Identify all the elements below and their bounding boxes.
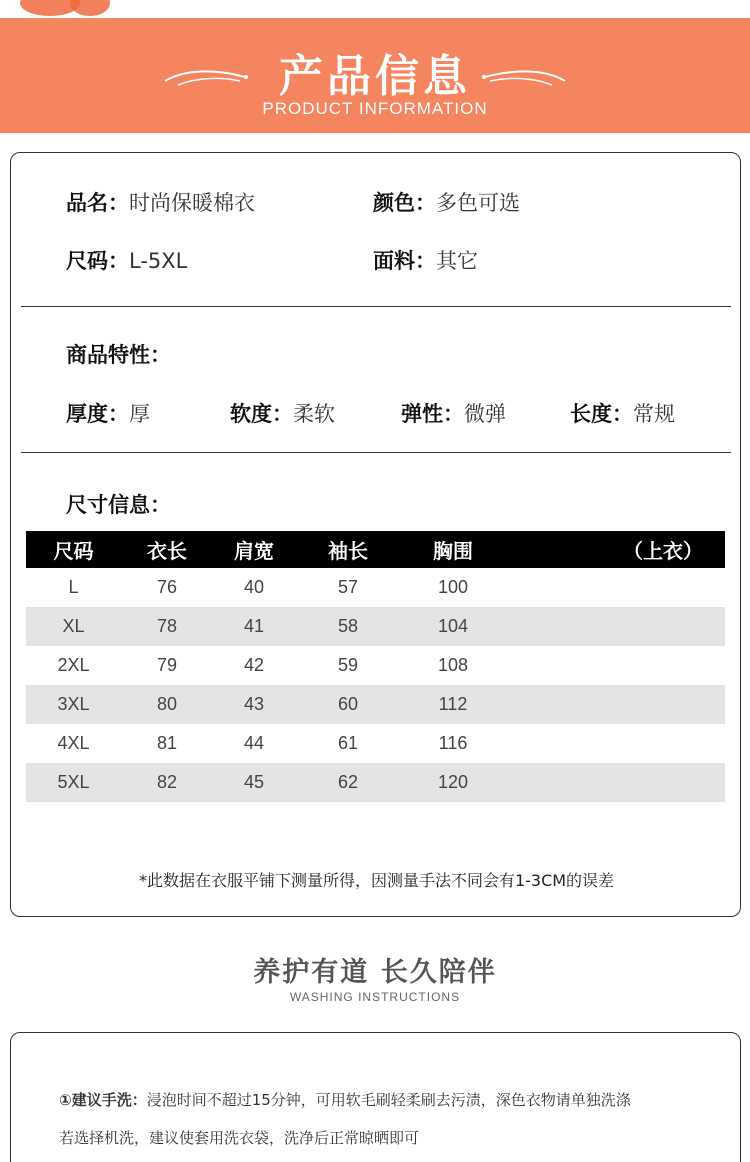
table-header-cell: 袖长 — [295, 531, 401, 568]
table-cell: 57 — [337, 577, 359, 597]
table-cell: 40 — [243, 577, 265, 597]
feature-label: 长度： — [570, 402, 633, 426]
table-cell: 45 — [213, 763, 295, 802]
swirl-right-icon — [480, 63, 570, 93]
measurement-note: *此数据在衣服平铺下测量所得，因测量手法不同会有1-3CM的误差 — [138, 871, 615, 890]
table-cell: 4XL — [57, 733, 90, 753]
feature-value: 柔软 — [293, 402, 335, 426]
divider — [21, 306, 731, 307]
table-row — [26, 724, 725, 763]
table-cell: 2XL — [57, 655, 90, 675]
table-row — [26, 646, 725, 685]
care-line-2: 若选择机洗，建议使套用洗衣袋，洗净后正常晾晒即可 — [59, 1129, 420, 1147]
table-header-cell: （上衣） — [505, 531, 725, 568]
fabric-row — [373, 245, 478, 275]
table-cell: 43 — [213, 685, 295, 724]
table-cell: XL — [26, 607, 121, 646]
table-cell: 58 — [295, 607, 401, 646]
name-label: 品名： — [66, 191, 129, 215]
table-cell — [505, 685, 725, 724]
feature-value: 常规 — [633, 402, 675, 426]
fabric-value: 其它 — [436, 249, 478, 273]
table-cell: 100 — [437, 577, 469, 597]
table-header-cell: 肩宽 — [213, 531, 295, 568]
care-item-text: 浸泡时间不超过15分钟，可用软毛刷轻柔刷去污渍，深色衣物请单独洗涤 — [146, 1091, 631, 1109]
name-value: 时尚保暖棉衣 — [129, 191, 255, 215]
table-cell — [505, 568, 725, 607]
table-cell: 44 — [243, 733, 265, 753]
color-value: 多色可选 — [436, 191, 520, 215]
table-cell: 120 — [401, 763, 505, 802]
table-cell: 112 — [401, 685, 505, 724]
table-row — [26, 568, 725, 607]
table-cell: 80 — [121, 685, 213, 724]
table-cell: 59 — [337, 655, 359, 675]
care-line-1 — [59, 1089, 631, 1110]
feature-softness — [230, 398, 335, 428]
table-cell: 81 — [156, 733, 178, 753]
table-row — [26, 763, 725, 802]
top-decoration — [0, 0, 750, 18]
table-cell: L — [68, 577, 79, 597]
table-cell: 108 — [437, 655, 469, 675]
size-label: 尺码： — [66, 249, 129, 273]
feature-label: 弹性： — [401, 402, 464, 426]
size-value: L-5XL — [129, 249, 188, 273]
color-row — [373, 187, 520, 217]
size-row — [66, 245, 187, 275]
page-subtitle: PRODUCT INFORMATION — [262, 99, 488, 118]
feature-length — [570, 398, 675, 428]
header-banner — [0, 18, 750, 133]
table-cell: 61 — [337, 733, 359, 753]
table-cell: 5XL — [26, 763, 121, 802]
table-cell: 76 — [156, 577, 178, 597]
feature-label: 软度： — [230, 402, 293, 426]
table-cell: 60 — [295, 685, 401, 724]
table-header-cell: 胸围 — [401, 531, 505, 568]
feature-elasticity — [401, 398, 506, 428]
size-info-title: 尺寸信息： — [66, 493, 171, 517]
table-cell — [505, 763, 725, 802]
divider — [21, 452, 731, 453]
table-cell: 116 — [438, 733, 468, 753]
table-header-cell: 衣长 — [121, 531, 213, 568]
feature-label: 厚度： — [66, 402, 129, 426]
table-cell: 62 — [295, 763, 401, 802]
table-cell: 78 — [121, 607, 213, 646]
table-cell: 3XL — [26, 685, 121, 724]
care-title: 养护有道 长久陪伴 — [253, 957, 497, 988]
table-header-cell: 尺码 — [26, 531, 121, 568]
care-subtitle: WASHING INSTRUCTIONS — [289, 990, 461, 1004]
feature-thickness — [66, 398, 150, 428]
size-table — [26, 531, 725, 802]
table-cell: 41 — [213, 607, 295, 646]
table-row — [26, 607, 725, 646]
table-cell — [505, 607, 725, 646]
table-cell — [505, 724, 725, 763]
table-cell — [505, 646, 725, 685]
table-cell: 104 — [401, 607, 505, 646]
leaf-decoration — [70, 0, 110, 16]
fabric-label: 面料： — [373, 249, 436, 273]
features-title: 商品特性： — [66, 343, 171, 367]
table-row — [26, 685, 725, 724]
page-title: 产品信息 — [279, 51, 471, 102]
table-cell: 42 — [243, 655, 265, 675]
table-cell: 79 — [156, 655, 178, 675]
feature-value: 厚 — [129, 402, 150, 426]
care-card — [10, 1032, 741, 1162]
care-item-label: ①建议手洗： — [59, 1091, 147, 1109]
color-label: 颜色： — [373, 191, 436, 215]
table-header-row — [26, 531, 725, 568]
feature-value: 微弹 — [464, 402, 506, 426]
table-cell: 82 — [121, 763, 213, 802]
product-info-card — [10, 152, 741, 917]
name-row — [66, 187, 255, 217]
